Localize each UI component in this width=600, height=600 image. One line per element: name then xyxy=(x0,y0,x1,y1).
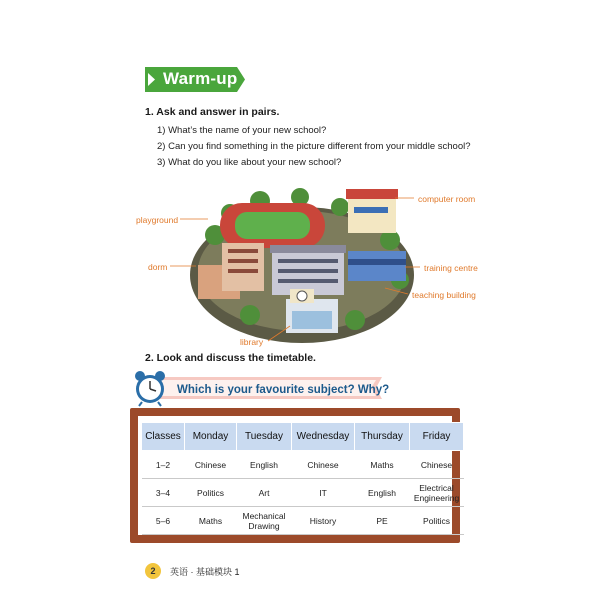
table-cell: Mechanical Drawing xyxy=(237,507,292,535)
question-2: 2) Can you find something in the picture different from your middle school? xyxy=(157,141,471,152)
table-cell: Chinese xyxy=(185,451,237,479)
alarm-clock-icon xyxy=(132,369,168,407)
table-cell: PE xyxy=(355,507,410,535)
header-classes: Classes xyxy=(142,423,185,451)
table-cell: English xyxy=(355,479,410,507)
timetable xyxy=(141,422,464,535)
table-row xyxy=(142,479,464,507)
table-cell: Maths xyxy=(355,451,410,479)
section2-heading: 2. Look and discuss the timetable. xyxy=(145,352,316,364)
header-thursday: Thursday xyxy=(355,423,410,451)
label-library: library xyxy=(240,337,264,347)
table-cell: Politics xyxy=(185,479,237,507)
header-monday: Monday xyxy=(185,423,237,451)
header-friday: Friday xyxy=(410,423,464,451)
warm-up-title: Warm-up xyxy=(163,69,238,88)
question-1: 1) What’s the name of your new school? xyxy=(157,125,327,136)
table-cell: Art xyxy=(237,479,292,507)
book-title: 英语 · 基础模块 1 xyxy=(170,567,240,577)
table-cell: 1–2 xyxy=(142,451,185,479)
table-cell: Electrical Engineering xyxy=(410,479,464,507)
table-cell: 5–6 xyxy=(142,507,185,535)
table-row xyxy=(142,507,464,535)
label-playground: playground xyxy=(136,215,179,225)
label-dorm: dorm xyxy=(148,262,168,272)
page-number: 2 xyxy=(145,563,161,579)
ribbon-question: Which is your favourite subject? Why? xyxy=(177,384,390,396)
header-tuesday: Tuesday xyxy=(237,423,292,451)
label-teaching-building: teaching building xyxy=(412,290,476,300)
header-wednesday: Wednesday xyxy=(292,423,355,451)
table-cell: Chinese xyxy=(292,451,355,479)
table-cell: Politics xyxy=(410,507,464,535)
table-cell: History xyxy=(292,507,355,535)
table-row xyxy=(142,451,464,479)
label-computer-room: computer room xyxy=(418,194,476,204)
section1-heading: 1. Ask and answer in pairs. xyxy=(145,106,280,118)
table-cell: IT xyxy=(292,479,355,507)
label-training-centre: training centre xyxy=(424,263,478,273)
table-cell: 3–4 xyxy=(142,479,185,507)
table-cell: Chinese xyxy=(410,451,464,479)
question-3: 3) What do you like about your new school? xyxy=(157,157,342,168)
table-cell: English xyxy=(237,451,292,479)
table-cell: Maths xyxy=(185,507,237,535)
